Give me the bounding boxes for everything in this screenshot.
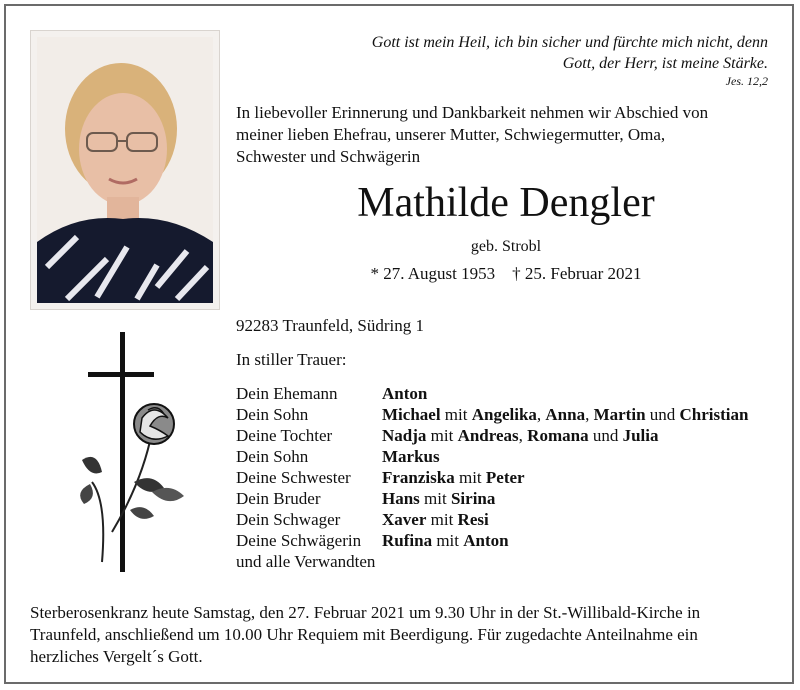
mourner-names xyxy=(382,426,658,446)
mourner-name: Romana xyxy=(527,426,589,445)
mourner-name: Peter xyxy=(485,468,525,487)
intro-text xyxy=(236,102,776,168)
birth-name: geb. Strobl xyxy=(470,238,542,255)
life-dates: * 27. August 1953 † 25. Februar 2021 xyxy=(370,264,642,283)
mourner-name: Christian xyxy=(679,405,749,424)
quote-line-1: Gott ist mein Heil, ich bin sicher und fürchte mich nicht, denn xyxy=(371,34,768,51)
mourner-relation: Deine Schwester xyxy=(236,468,351,487)
mourner-name: Sirina xyxy=(450,489,496,508)
mourner-relation: Dein Schwager xyxy=(236,510,341,529)
mourner-relation: Dein Sohn xyxy=(236,405,309,424)
mourner-name: Anton xyxy=(463,531,509,550)
mourner-connector: , xyxy=(536,405,546,424)
intro-line-1: In liebevoller Erinnerung und Dankbarkeit nehmen wir Abschied von xyxy=(236,103,709,122)
mourner-names xyxy=(382,384,427,404)
mourner-connector: mit xyxy=(426,510,458,529)
mourner-connector: mit xyxy=(454,468,486,487)
mourner-connector: und xyxy=(588,426,623,445)
mourner-name: Anna xyxy=(545,405,586,424)
mourner-name: Andreas xyxy=(457,426,519,445)
mourner-connector: mit xyxy=(440,405,472,424)
mourner-connector: mit xyxy=(419,489,451,508)
obituary-card xyxy=(4,4,794,684)
mourner-name: Xaver xyxy=(382,510,427,529)
quote-reference: Jes. 12,2 xyxy=(725,74,768,88)
mourner-name: Martin xyxy=(593,405,646,424)
portrait-image xyxy=(37,37,213,303)
mourner-names xyxy=(382,531,509,551)
mourner-relation: Deine Schwägerin xyxy=(236,531,362,550)
mourner-name: Nadja xyxy=(382,426,427,445)
mourner-name: Anton xyxy=(382,384,428,403)
bible-quote xyxy=(288,32,768,74)
mourner-connector: mit xyxy=(426,426,458,445)
mourner-connector: und xyxy=(645,405,680,424)
mourner-connector: , xyxy=(518,426,528,445)
address: 92283 Traunfeld, Südring 1 xyxy=(236,316,424,335)
mourner-relation: Dein Sohn xyxy=(236,447,309,466)
mourning-heading: In stiller Trauer: xyxy=(236,350,347,369)
rose-icon xyxy=(80,404,184,562)
service-information xyxy=(30,602,770,668)
cross-icon xyxy=(72,332,192,572)
quote-line-2: Gott, der Herr, ist meine Stärke. xyxy=(562,55,768,72)
closing-line: und alle Verwandten xyxy=(236,552,376,571)
mourner-names xyxy=(382,468,525,488)
mourner-name: Julia xyxy=(622,426,659,445)
mourner-name: Angelika xyxy=(471,405,537,424)
intro-line-2: meiner lieben Ehefrau, unserer Mutter, Schwiegermutter, Oma, xyxy=(236,125,666,144)
mourner-names xyxy=(382,510,489,530)
mourner-relation: Deine Tochter xyxy=(236,426,333,445)
deceased-name: Mathilde Dengler xyxy=(357,180,655,226)
mourner-name: Hans xyxy=(382,489,420,508)
mourner-names xyxy=(382,489,495,509)
footer-line-3: herzliches Vergelt´s Gott. xyxy=(30,647,203,666)
mourner-name: Rufina xyxy=(382,531,433,550)
mourner-connector: , xyxy=(585,405,594,424)
mourner-names xyxy=(382,405,749,425)
mourner-name: Markus xyxy=(382,447,440,466)
mourner-relation: Dein Ehemann xyxy=(236,384,338,403)
mourner-name: Franziska xyxy=(382,468,455,487)
mourner-connector: mit xyxy=(432,531,464,550)
mourner-relation: Dein Bruder xyxy=(236,489,321,508)
footer-line-1: Sterberosenkranz heute Samstag, den 27. Februar 2021 um 9.30 Uhr in der St.-Willibald-Kirche in xyxy=(30,603,701,622)
mourner-names xyxy=(382,447,440,467)
mourner-name: Michael xyxy=(382,405,441,424)
mourner-name: Resi xyxy=(457,510,489,529)
intro-line-3: Schwester und Schwägerin xyxy=(236,147,421,166)
portrait-photo xyxy=(30,30,220,310)
footer-line-2: Traunfeld, anschließend um 10.00 Uhr Requiem mit Beerdigung. Für zugedachte Anteilnahme ein xyxy=(30,625,698,644)
